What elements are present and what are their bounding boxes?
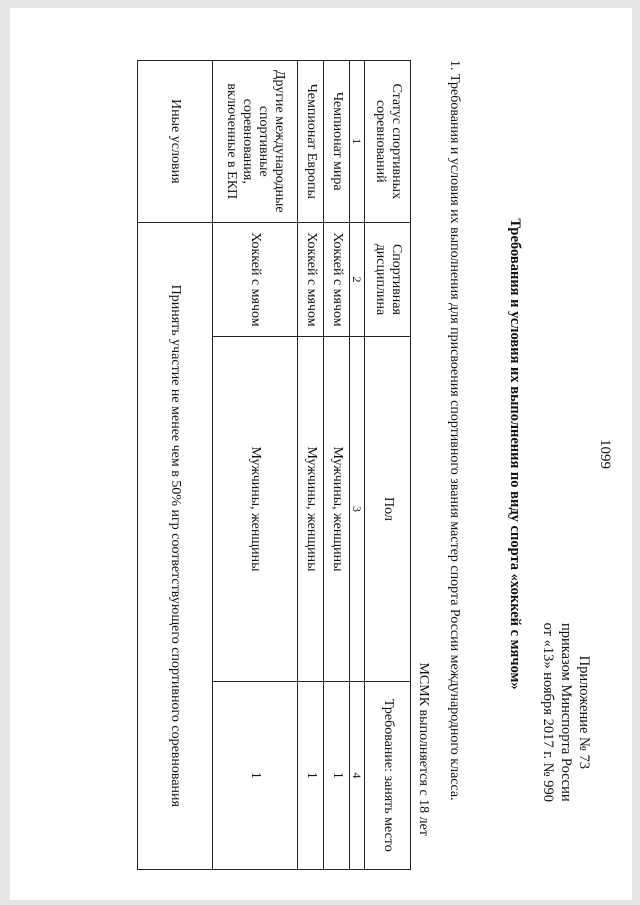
status-cell: Другие международные спортивные соревнования, включенные в ЕКП [213, 61, 298, 223]
other-conditions-label: Иные условия [138, 61, 213, 223]
discipline-cell: Хоккей с мячом [213, 222, 298, 337]
header-gender: Пол [365, 337, 411, 681]
appendix-line-2: приказом Минспорта России [558, 622, 574, 802]
appendix-header [539, 623, 593, 802]
rotated-landscape-content [21, 20, 621, 888]
gender-cell: Мужчины, женщины [213, 337, 298, 681]
table-row [213, 61, 298, 870]
discipline-cell: Хоккей с мячом [324, 222, 350, 337]
header-discipline: Спортивная дисциплина [365, 222, 411, 337]
column-number: 1 [350, 61, 365, 223]
page-number: 1099 [597, 439, 613, 469]
document-page [10, 8, 632, 900]
column-number: 4 [350, 681, 365, 869]
header-status: Статус спортивных соревнований [365, 61, 411, 223]
place-cell: 1 [324, 681, 350, 869]
table-row [324, 61, 350, 870]
age-note: МСМК выполняется с 18 лет [416, 662, 431, 836]
document-title: Требования и условия их выполнения по виду спорта «хоккей с мячом» [507, 218, 523, 690]
column-number: 2 [350, 222, 365, 337]
requirements-table [137, 60, 411, 870]
gender-cell: Мужчины, женщины [298, 337, 324, 681]
status-cell: Чемпионат мира [324, 61, 350, 223]
table-header-row [365, 61, 411, 870]
other-conditions-text: Принять участие не менее чем в 50% игр соответствующего спортивного соревнования [138, 222, 213, 869]
gender-cell: Мужчины, женщины [324, 337, 350, 681]
appendix-line-3: от «13» ноября 2017 г. № 990 [540, 622, 556, 802]
place-cell: 1 [213, 681, 298, 869]
header-place: Требование: занять место [365, 681, 411, 869]
discipline-cell: Хоккей с мячом [298, 222, 324, 337]
intro-paragraph: 1. Требования и условия их выполнения для присвоения спортивного звания мастер спорта России международного класса. [447, 60, 462, 801]
place-cell: 1 [298, 681, 324, 869]
column-number: 3 [350, 337, 365, 681]
column-number-row [350, 61, 365, 870]
table-row [298, 61, 324, 870]
appendix-line-1: Приложение № 73 [576, 655, 592, 770]
status-cell: Чемпионат Европы [298, 61, 324, 223]
other-conditions-row [138, 61, 213, 870]
